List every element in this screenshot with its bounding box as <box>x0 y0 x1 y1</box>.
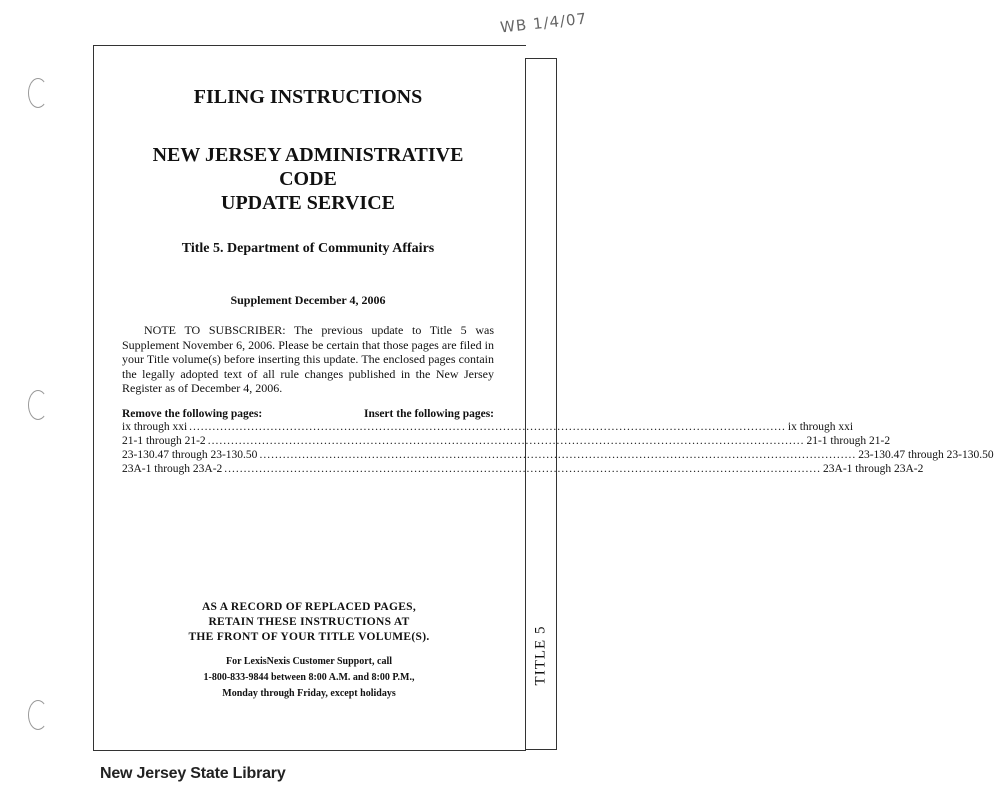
support-line2: 1-800-833-9844 between 8:00 A.M. and 8:00 P.M., <box>203 672 415 683</box>
support-line3: Monday through Friday, except holidays <box>222 688 396 699</box>
code-title-line1: NEW JERSEY ADMINISTRATIVE CODE <box>152 144 464 190</box>
subscriber-note: NOTE TO SUBSCRIBER: The previous update to Title 5 was Supplement November 6, 2006. Please be certain that those pages are filed in your Title volume(s) before inserting this update. The enclosed pages contain the legally adopted text of all rule changes published in the New Jersey Register as of December 4, 2006. <box>122 323 494 395</box>
record-instructions <box>93 600 525 645</box>
binder-hole-top <box>28 78 48 108</box>
code-title <box>122 143 494 215</box>
dot-leader: .......................................................................................................................................................... <box>189 420 786 433</box>
insert-pages: 23-130.47 through 23-130.50 <box>858 448 994 461</box>
table-row <box>122 434 891 448</box>
tab-label-text: TITLE 5 <box>532 625 549 685</box>
insert-pages: ix through xxi <box>787 420 854 433</box>
binder-hole-middle <box>28 390 48 420</box>
remove-pages: 21-1 through 21-2 <box>122 434 206 447</box>
insert-pages: 23A-1 through 23A-2 <box>823 462 924 475</box>
remove-pages: 23A-1 through 23A-2 <box>122 462 223 475</box>
remove-pages: ix through xxi <box>122 420 188 433</box>
library-stamp: New Jersey State Library <box>100 765 286 782</box>
table-row <box>122 420 854 434</box>
document-content <box>122 86 994 476</box>
handwritten-annotation: WB 1/4/07 <box>499 9 588 37</box>
customer-support <box>93 654 525 702</box>
record-line3: THE FRONT OF YOUR TITLE VOLUME(S). <box>188 631 430 643</box>
page-title: FILING INSTRUCTIONS <box>193 86 423 108</box>
record-line2: RETAIN THESE INSTRUCTIONS AT <box>208 616 410 628</box>
dot-leader: .......................................................................................................................................................... <box>224 462 822 475</box>
binder-hole-bottom <box>28 700 48 730</box>
tab-label <box>529 620 553 690</box>
record-line1: AS A RECORD OF REPLACED PAGES, <box>201 601 417 613</box>
support-line1: For LexisNexis Customer Support, call <box>225 656 392 667</box>
remove-pages: 23-130.47 through 23-130.50 <box>122 448 258 461</box>
table-header <box>122 408 494 420</box>
insert-header: Insert the following pages: <box>363 407 494 420</box>
dot-leader: .......................................................................................................................................................... <box>259 448 857 461</box>
page-replacement-table <box>122 407 994 476</box>
department-title: Title 5. Department of Community Affairs <box>181 241 435 256</box>
table-row <box>122 462 924 476</box>
remove-header: Remove the following pages: <box>122 407 263 420</box>
supplement-date: Supplement December 4, 2006 <box>230 293 386 307</box>
table-row <box>122 448 994 462</box>
insert-pages: 21-1 through 21-2 <box>806 434 891 447</box>
code-title-line2: UPDATE SERVICE <box>221 192 395 214</box>
dot-leader: .......................................................................................................................................................... <box>207 434 805 447</box>
